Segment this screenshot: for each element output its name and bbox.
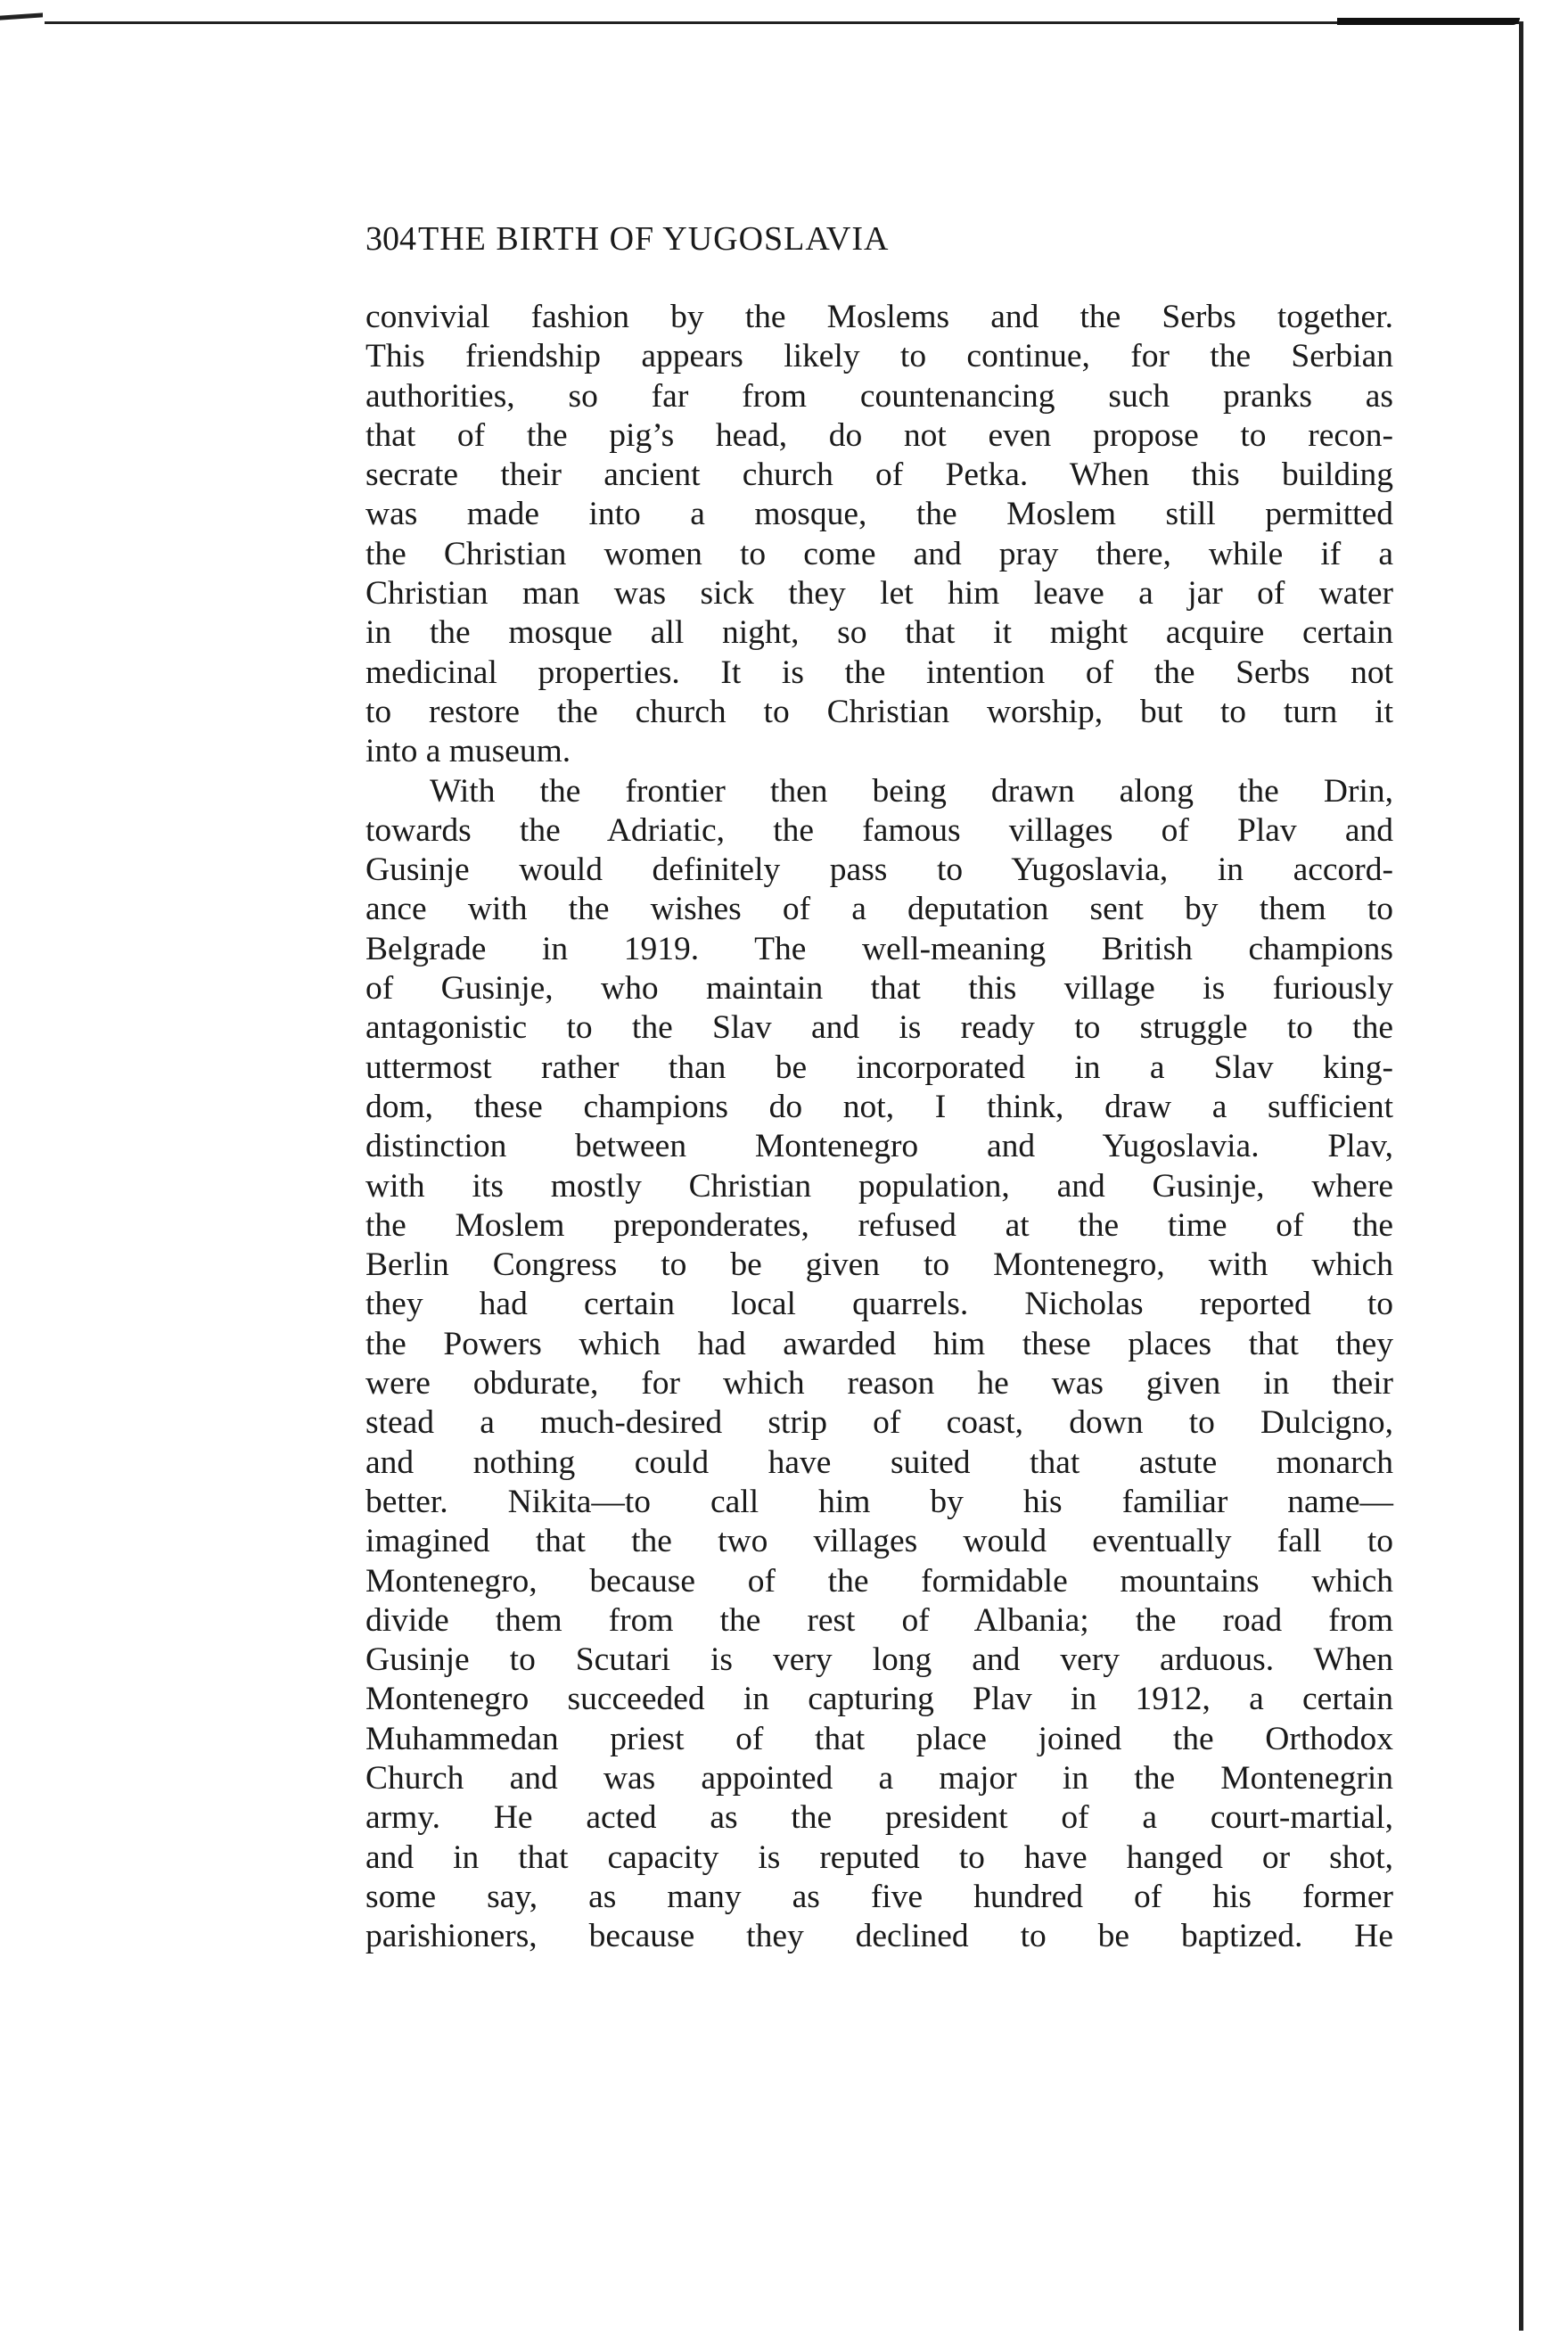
page-number: 304 (365, 220, 416, 258)
text-line: secrate their ancient church of Petka. When this building (365, 457, 1393, 494)
text-line: medicinal properties. It is the intention of the Serbs not (365, 654, 1393, 691)
text-line: Montenegro, because of the formidable mountains which (365, 1562, 1393, 1600)
text-line: army. He acted as the president of a court-martial, (365, 1799, 1393, 1837)
text-line: Berlin Congress to be given to Montenegro, with which (365, 1246, 1393, 1284)
text-line: Montenegro succeeded in capturing Plav in 1912, a certain (365, 1681, 1393, 1718)
scan-edge-mark (0, 12, 43, 20)
text-line: in the mosque all night, so that it might acquire certain (365, 614, 1393, 652)
text-line: antagonistic to the Slav and is ready to struggle to the (365, 1009, 1393, 1047)
text-line: With the frontier then being drawn along the Drin, (430, 772, 1393, 810)
text-line: to restore the church to Christian worship, but to turn it (365, 693, 1393, 730)
text-line: was made into a mosque, the Moslem still permitted (365, 496, 1393, 533)
text-line: they had certain local quarrels. Nicholas reported to (365, 1286, 1393, 1323)
text-line: ance with the wishes of a deputation sent by them to (365, 891, 1393, 928)
page-corner-edge (1337, 18, 1520, 25)
text-line: of Gusinje, who maintain that this village is furiously (365, 970, 1393, 1008)
page-top-edge (45, 21, 1520, 24)
text-line: dom, these champions do not, I think, draw a sufficient (365, 1088, 1393, 1125)
text-line: and nothing could have suited that astute monarch (365, 1444, 1393, 1481)
text-line: This friendship appears likely to continue, for the Serbian (365, 338, 1393, 375)
text-line: parishioners, because they declined to be baptized. He (365, 1918, 1393, 1955)
text-line: Gusinje would definitely pass to Yugoslavia, in accord- (365, 851, 1393, 889)
text-line: distinction between Montenegro and Yugoslavia. Plav, (365, 1128, 1393, 1165)
text-line: Christian man was sick they let him leave a jar of water (365, 575, 1393, 613)
text-line: into a museum. (365, 733, 571, 770)
running-title: THE BIRTH OF YUGOSLAVIA (418, 220, 890, 258)
text-line: the Moslem preponderates, refused at the time of the (365, 1206, 1393, 1244)
page-right-edge (1519, 21, 1523, 2331)
text-line: imagined that the two villages would eventually fall to (365, 1523, 1393, 1560)
text-line: towards the Adriatic, the famous villages of Plav and (365, 811, 1393, 849)
text-line: were obdurate, for which reason he was given in their (365, 1365, 1393, 1402)
text-line: better. Nikita—to call him by his familiar name— (365, 1483, 1393, 1520)
text-line: Muhammedan priest of that place joined the Orthodox (365, 1720, 1393, 1757)
text-line: the Powers which had awarded him these places that they (365, 1325, 1393, 1362)
text-line: Belgrade in 1919. The well-meaning British champions (365, 930, 1393, 967)
text-line: stead a much-desired strip of coast, down to Dulcigno, (365, 1404, 1393, 1442)
text-line: and in that capacity is reputed to have hanged or shot, (365, 1838, 1393, 1876)
text-line: the Christian women to come and pray there, while if a (365, 535, 1393, 572)
text-line: that of the pig’s head, do not even propose to recon- (365, 416, 1393, 454)
text-line: uttermost rather than be incorporated in a Slav king- (365, 1049, 1393, 1086)
text-line: with its mostly Christian population, and Gusinje, where (365, 1167, 1393, 1205)
text-line: authorities, so far from countenancing such pranks as (365, 377, 1393, 415)
body-text (365, 298, 1393, 1956)
text-line: Church and was appointed a major in the Montenegrin (365, 1759, 1393, 1797)
text-line: some say, as many as five hundred of his former (365, 1878, 1393, 1915)
text-line: convivial fashion by the Moslems and the Serbs together. (365, 299, 1393, 335)
text-line: Gusinje to Scutari is very long and very arduous. When (365, 1641, 1393, 1679)
running-header (365, 218, 1393, 259)
text-line: divide them from the rest of Albania; the road from (365, 1601, 1393, 1639)
